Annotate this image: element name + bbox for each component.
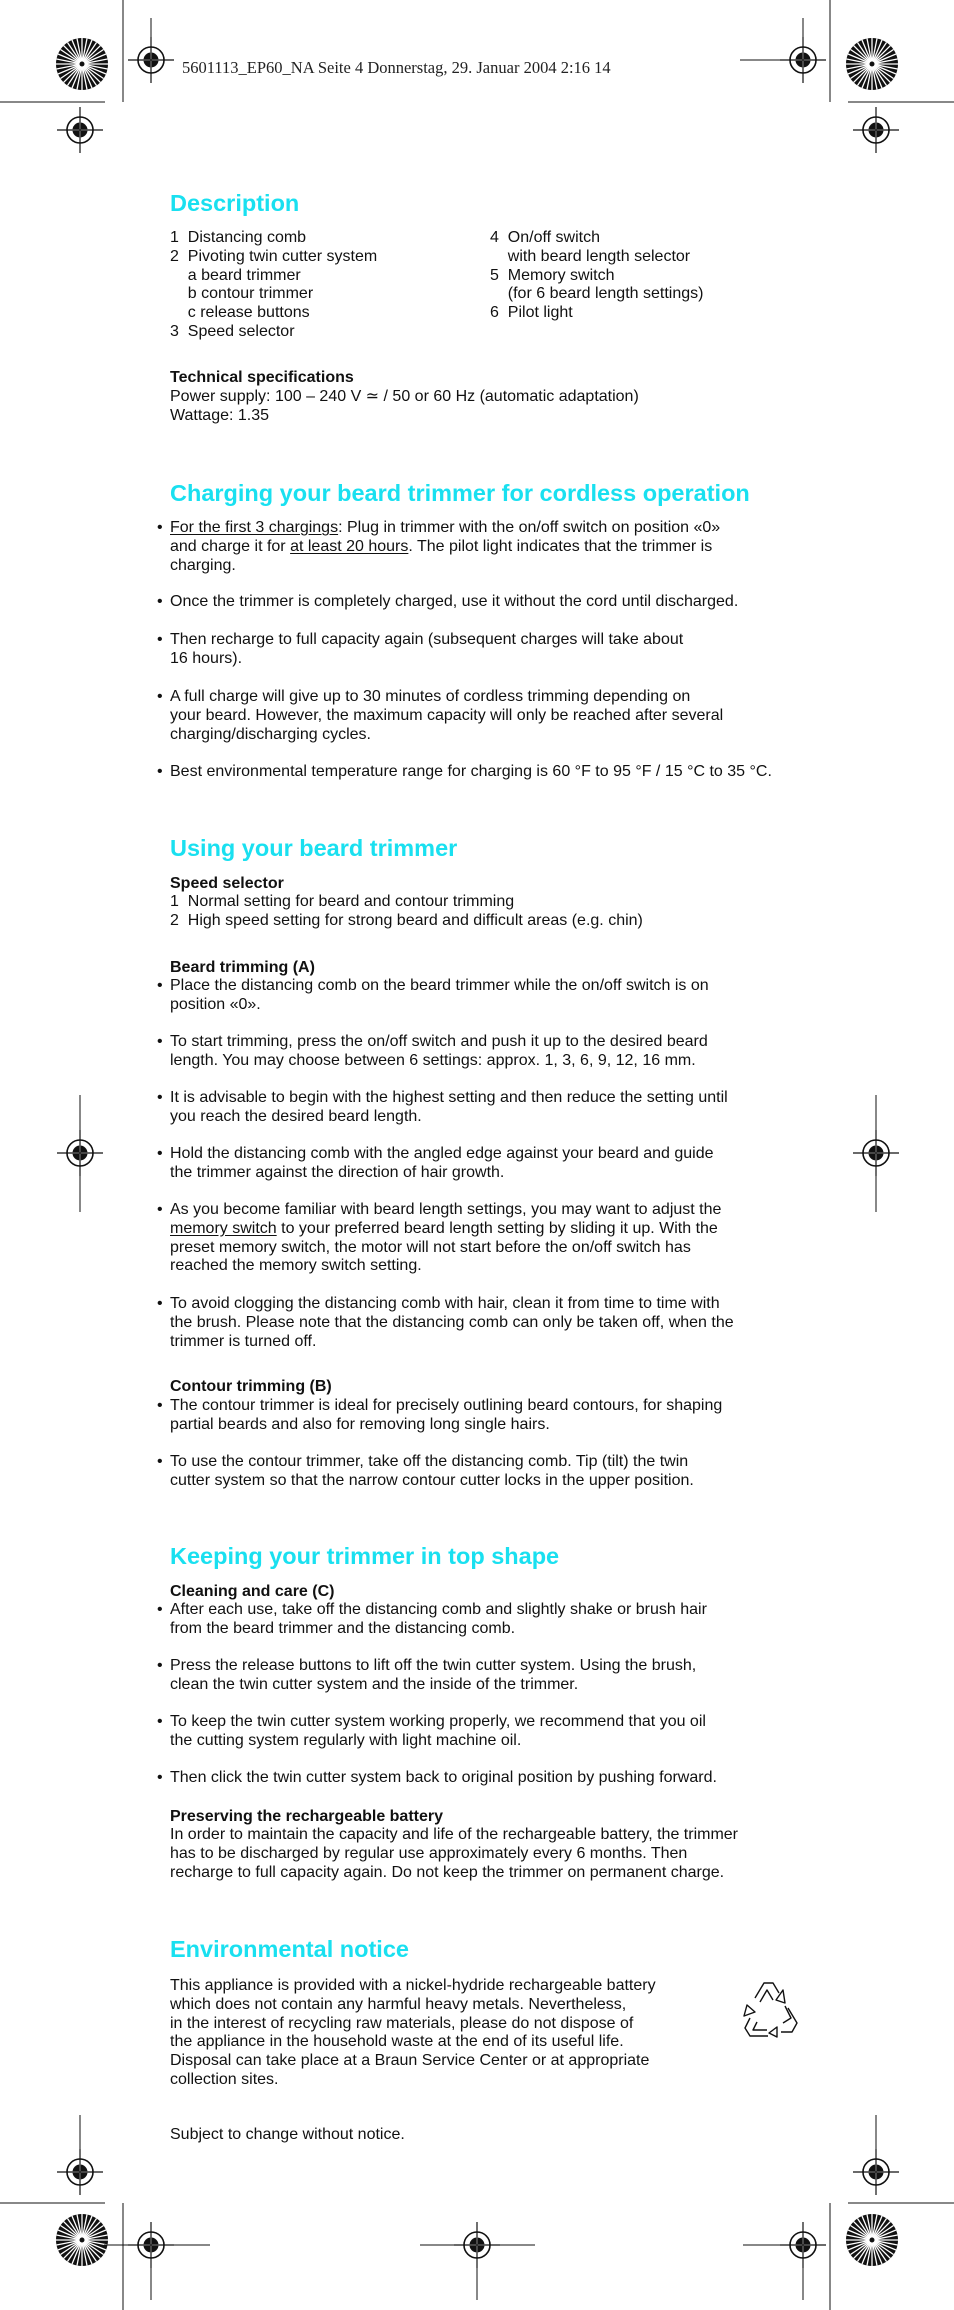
bullet-dot: • <box>157 1295 163 1312</box>
text-run: Press the release buttons to lift off the twin cutter system. Using the brush, <box>170 1657 697 1674</box>
bullet-item <box>157 977 817 1015</box>
description-parts-list-left <box>170 229 377 342</box>
recycling-icon <box>733 1978 803 2042</box>
using-heading: Using your beard trimmer <box>170 835 458 861</box>
text-line: has to be discharged by regular use approximately every 6 months. Then <box>170 1844 688 1862</box>
bullet-item <box>157 763 817 782</box>
text-run: 16 hours). <box>170 649 243 667</box>
text-line: In order to maintain the capacity and life of the rechargeable battery, the trimmer <box>170 1826 738 1843</box>
cleaning-heading: Cleaning and care (C) <box>170 1583 335 1600</box>
list-item: 4 On/off switch <box>490 229 600 246</box>
charging-heading: Charging your beard trimmer for cordless operation <box>170 480 750 506</box>
text-line: which does not contain any harmful heavy metals. Nevertheless, <box>170 1995 627 2013</box>
bullet-item <box>157 1145 817 1183</box>
contour-trimming-heading: Contour trimming (B) <box>170 1378 332 1395</box>
text-run: your beard. However, the maximum capacity will only be reached after several <box>170 706 724 724</box>
list-item: b contour trimmer <box>170 285 314 303</box>
text-line: Disposal can take place at a Braun Service Center or at appropriate <box>170 2052 650 2070</box>
text-run: charging/discharging cycles. <box>170 725 371 743</box>
list-item: 3 Speed selector <box>170 322 295 340</box>
text-run: position «0». <box>170 995 261 1013</box>
bullet-item <box>157 1295 817 1351</box>
text-line: collection sites. <box>170 2070 279 2088</box>
text-run: : Plug in trimmer with the on/off switch on position «0» <box>338 519 721 536</box>
spec-line: Wattage: 1.35 <box>170 406 270 424</box>
text-run: length. You may choose between 6 settings: approx. 1, 3, 6, 9, 12, 16 mm. <box>170 1051 696 1069</box>
bullet-item <box>157 1089 817 1127</box>
bullet-item <box>157 688 817 744</box>
list-item: 2 Pivoting twin cutter system <box>170 247 378 265</box>
keeping-heading: Keeping your trimmer in top shape <box>170 1543 560 1569</box>
underlined-text: at least 20 hours <box>290 537 409 555</box>
bullet-item <box>157 1397 817 1435</box>
bullet-item <box>157 1601 817 1639</box>
text-run: Hold the distancing comb with the angled edge against your beard and guide <box>170 1145 714 1162</box>
text-run: reached the memory switch setting. <box>170 1257 422 1275</box>
text-run: charging. <box>170 556 236 574</box>
text-run: and charge it for <box>170 537 291 555</box>
bullet-dot: • <box>157 593 163 610</box>
text-run: Then click the twin cutter system back to original position by pushing forward. <box>170 1769 717 1786</box>
bullet-item <box>157 519 817 575</box>
spec-line: Power supply: 100 – 240 V ≃ / 50 or 60 Hz (automatic adaptation) <box>170 388 639 405</box>
text-run: preset memory switch, the motor will not start before the on/off switch has <box>170 1238 691 1256</box>
text-run: partial beards and also for removing long single hairs. <box>170 1415 550 1433</box>
text-run: Best environmental temperature range for charging is 60 °F to 95 °F / 15 °C to 35 °C. <box>170 763 772 780</box>
list-item: c release buttons <box>170 304 310 322</box>
bullet-item <box>157 631 817 669</box>
bullet-dot: • <box>157 519 163 536</box>
battery-paragraph <box>170 1826 738 1882</box>
list-item: with beard length selector <box>490 247 691 265</box>
text-run: To avoid clogging the distancing comb with hair, clean it from time to time with <box>170 1295 720 1312</box>
speed-selector-list <box>170 893 643 931</box>
list-item: 2 High speed setting for strong beard and difficult areas (e.g. chin) <box>170 911 643 929</box>
bullet-item <box>157 1657 817 1695</box>
bullet-dot: • <box>157 1601 163 1618</box>
bullet-item <box>157 593 817 612</box>
bullet-dot: • <box>157 1657 163 1674</box>
bullet-dot: • <box>157 977 163 994</box>
bullet-item <box>157 1033 817 1071</box>
text-line: the appliance in the household waste at the end of its useful life. <box>170 2033 624 2051</box>
bullet-item <box>157 1453 817 1491</box>
bullet-dot: • <box>157 688 163 705</box>
text-run: Then recharge to full capacity again (subsequent charges will take about <box>170 631 684 648</box>
bullet-dot: • <box>157 1397 163 1414</box>
text-run: To keep the twin cutter system working properly, we recommend that you oil <box>170 1713 706 1730</box>
text-run: After each use, take off the distancing comb and slightly shake or brush hair <box>170 1601 707 1618</box>
description-heading: Description <box>170 190 300 216</box>
text-line: recharge to full capacity again. Do not keep the trimmer on permanent charge. <box>170 1863 725 1881</box>
print-slug-header: 5601113_EP60_NA Seite 4 Donnerstag, 29. Januar 2004 2:16 14 <box>182 58 611 77</box>
text-run: to your preferred beard length setting by sliding it up. With the <box>276 1219 718 1237</box>
text-run: you reach the desired beard length. <box>170 1107 422 1125</box>
text-run: trimmer is turned off. <box>170 1332 317 1350</box>
speed-selector-heading: Speed selector <box>170 875 284 892</box>
list-item: a beard trimmer <box>170 266 301 284</box>
bullet-item <box>157 1201 817 1276</box>
bullet-dot: • <box>157 1713 163 1730</box>
text-run: A full charge will give up to 30 minutes of cordless trimming depending on <box>170 688 691 705</box>
description-parts-list-right <box>490 229 703 323</box>
bullet-dot: • <box>157 1769 163 1786</box>
list-item: 5 Memory switch <box>490 266 615 284</box>
underlined-text: memory switch <box>170 1219 277 1237</box>
text-run: As you become familiar with beard length settings, you may want to adjust the <box>170 1201 722 1218</box>
bullet-dot: • <box>157 763 163 780</box>
list-item: 1 Normal setting for beard and contour trimming <box>170 893 515 910</box>
bullet-dot: • <box>157 631 163 648</box>
footer-notice: Subject to change without notice. <box>170 2126 405 2143</box>
bullet-item <box>157 1713 817 1751</box>
battery-heading: Preserving the rechargeable battery <box>170 1808 444 1825</box>
text-run: The contour trimmer is ideal for precisely outlining beard contours, for shaping <box>170 1397 723 1414</box>
bullet-dot: • <box>157 1453 163 1470</box>
text-run: the trimmer against the direction of hair growth. <box>170 1163 505 1181</box>
list-item: (for 6 beard length settings) <box>490 285 704 303</box>
text-run: To use the contour trimmer, take off the distancing comb. Tip (tilt) the twin <box>170 1453 689 1470</box>
text-run: the brush. Please note that the distancing comb can only be taken off, when the <box>170 1313 734 1331</box>
bullet-item <box>157 1769 817 1788</box>
text-line: in the interest of recycling raw materials, please do not dispose of <box>170 2014 634 2032</box>
technical-specifications-text <box>170 388 639 426</box>
text-run: Place the distancing comb on the beard trimmer while the on/off switch is on <box>170 977 709 994</box>
text-run: To start trimming, press the on/off switch and push it up to the desired beard <box>170 1033 708 1050</box>
underlined-text: For the first 3 chargings <box>170 519 339 536</box>
text-run: the cutting system regularly with light machine oil. <box>170 1731 522 1749</box>
environmental-heading: Environmental notice <box>170 1936 409 1962</box>
text-run: Once the trimmer is completely charged, use it without the cord until discharged. <box>170 593 739 610</box>
text-run: It is advisable to begin with the highest setting and then reduce the setting until <box>170 1089 728 1106</box>
bullet-dot: • <box>157 1201 163 1218</box>
text-run: from the beard trimmer and the distancing comb. <box>170 1619 516 1637</box>
text-run: clean the twin cutter system and the inside of the trimmer. <box>170 1675 579 1693</box>
text-line: This appliance is provided with a nickel-hydride rechargeable battery <box>170 1977 656 1994</box>
beard-trimming-heading: Beard trimming (A) <box>170 959 315 976</box>
environmental-paragraph <box>170 1977 656 2090</box>
bullet-dot: • <box>157 1033 163 1050</box>
text-run: cutter system so that the narrow contour cutter locks in the upper position. <box>170 1471 694 1489</box>
bullet-dot: • <box>157 1089 163 1106</box>
list-item: 1 Distancing comb <box>170 229 307 246</box>
technical-specifications-heading: Technical specifications <box>170 369 354 386</box>
text-run: . The pilot light indicates that the trimmer is <box>408 537 713 555</box>
bullet-dot: • <box>157 1145 163 1162</box>
list-item: 6 Pilot light <box>490 304 573 322</box>
